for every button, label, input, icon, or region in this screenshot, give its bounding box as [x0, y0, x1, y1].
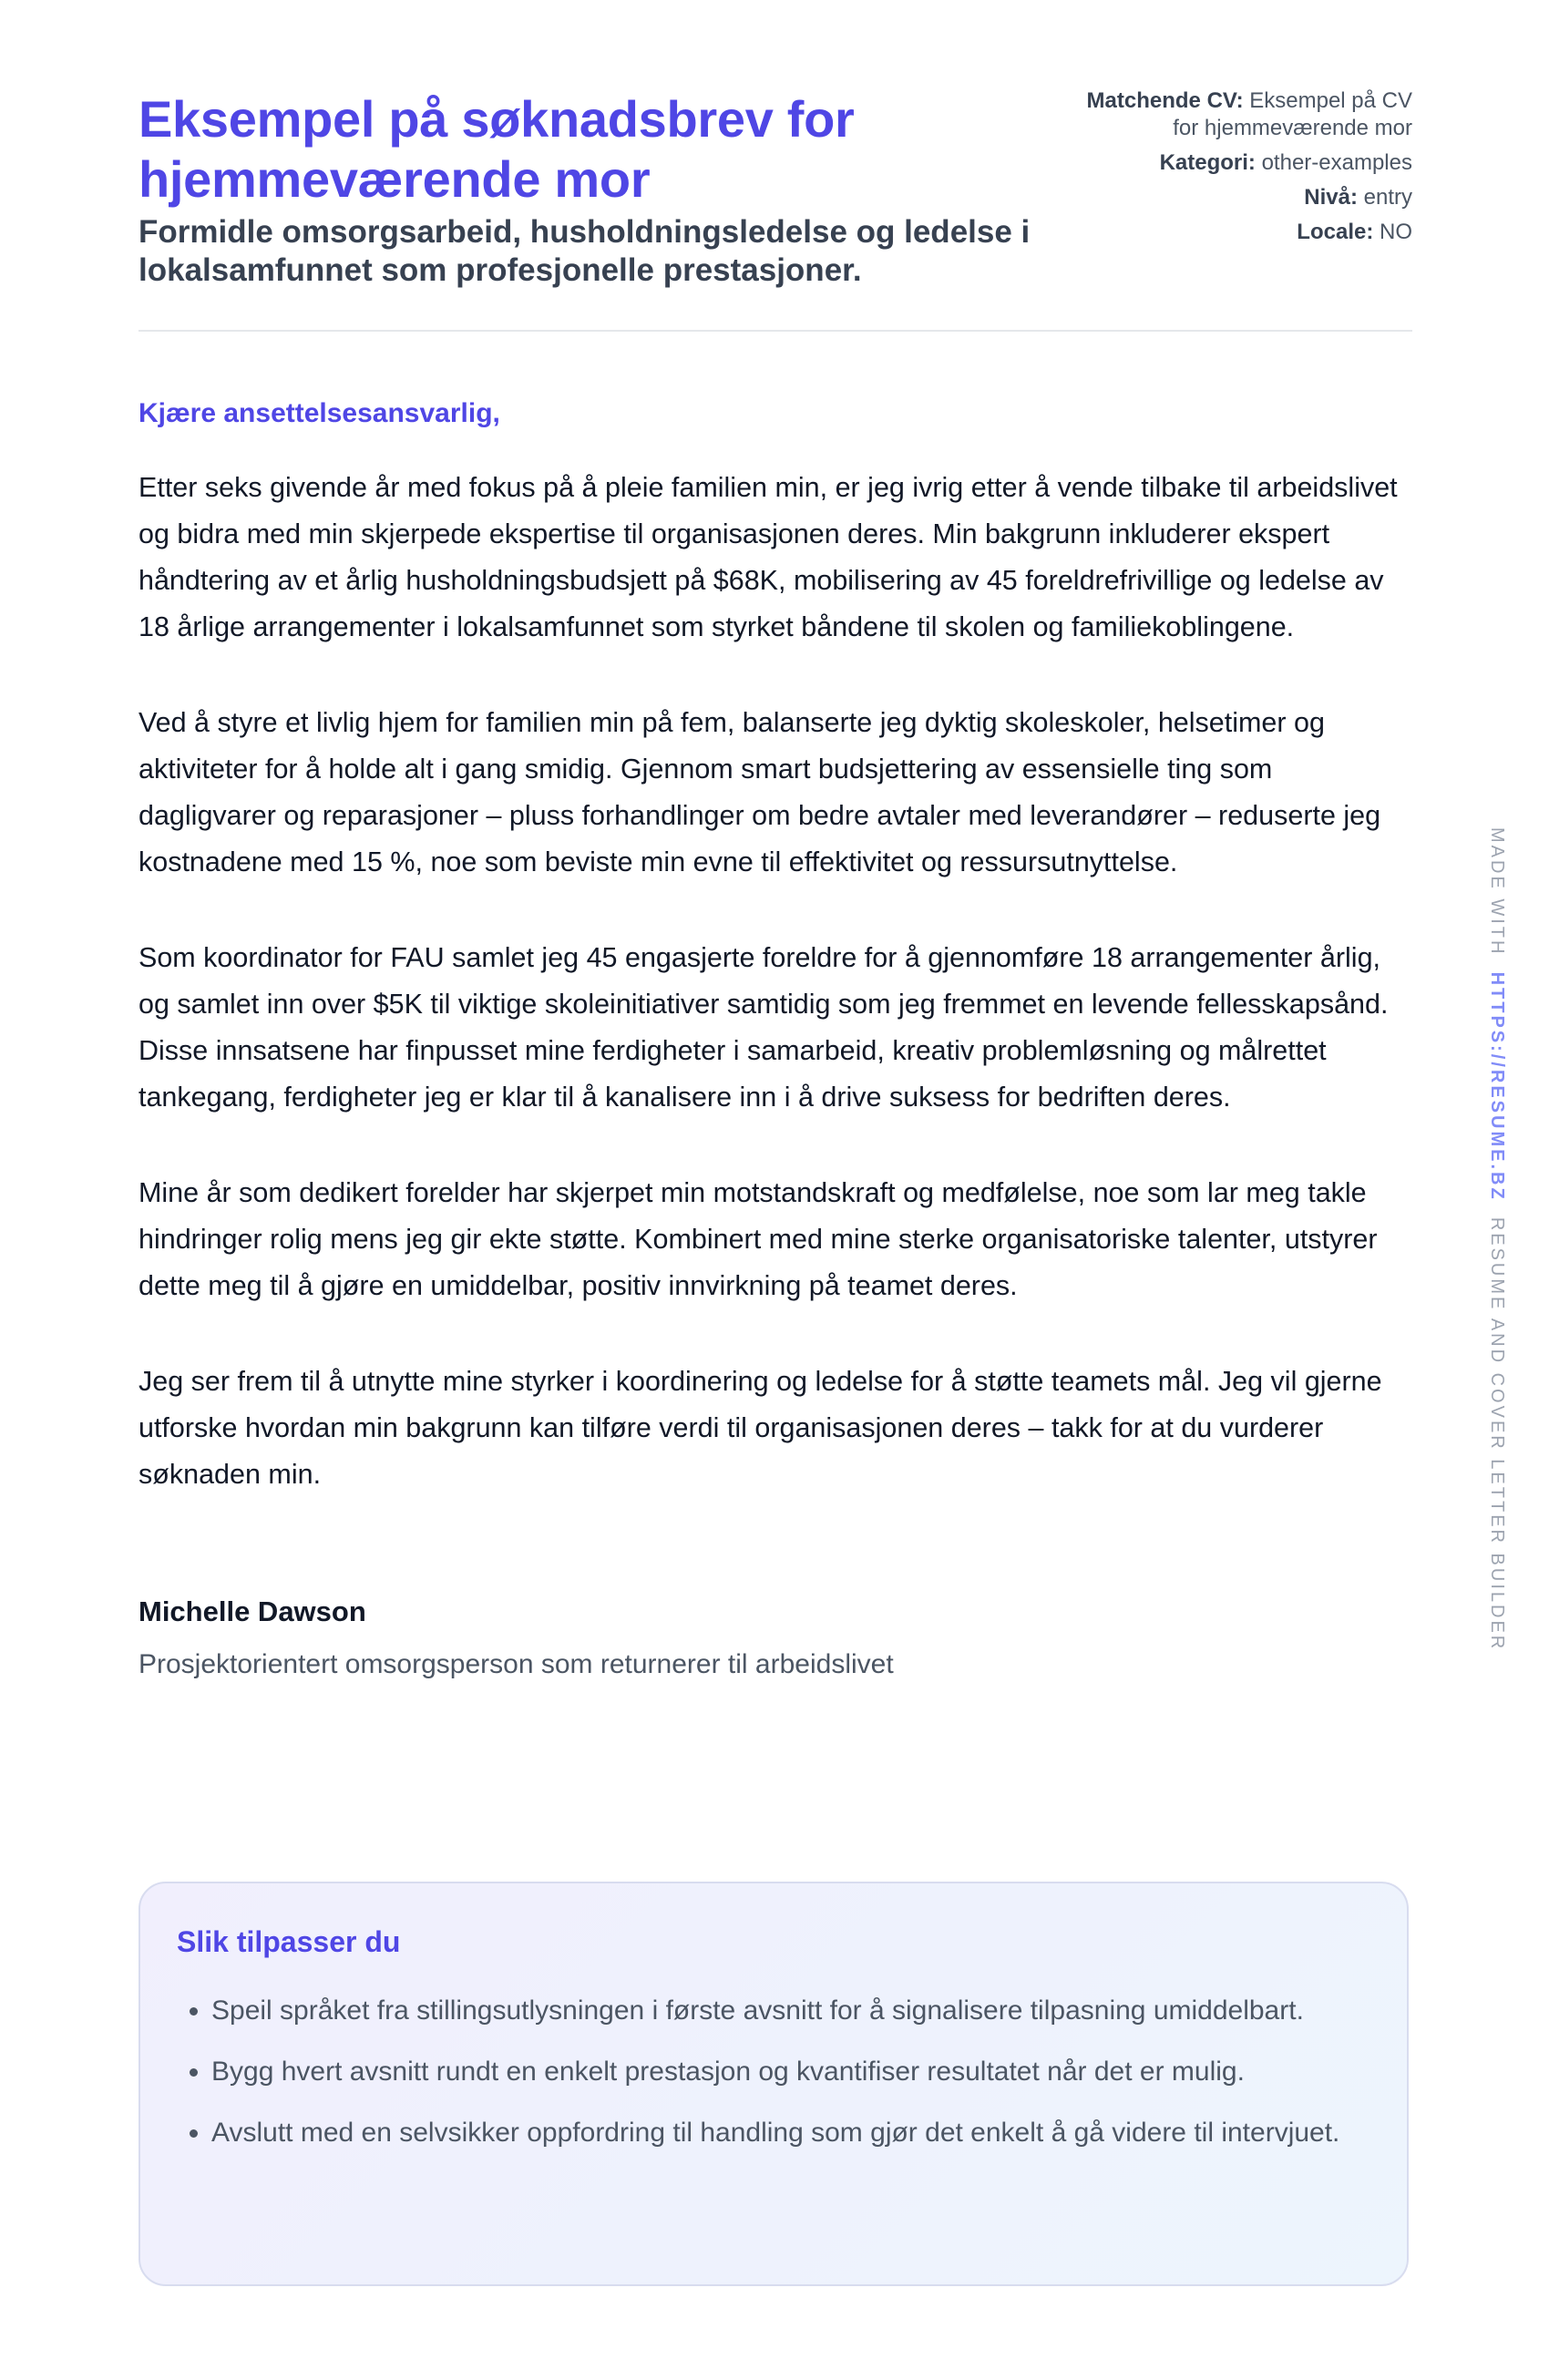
meta-locale-label: Locale: [1297, 220, 1374, 244]
meta-level-value: entry [1363, 185, 1412, 210]
cover-letter-page [138, 0, 1412, 2148]
tips-title: Slik tilpasser du [177, 1925, 401, 1958]
tips-list-item: • Speil språket fra stillingsutlysningen i første avsnitt for å signalisere tilpasning umiddelbart. [211, 1987, 1370, 2034]
meta-category-value: other-examples [1261, 150, 1412, 175]
tips-list-item: • Bygg hvert avsnitt rundt en enkelt prestasjon og kvantifiser resultatet når det er mulig. [211, 2048, 1370, 2095]
letter-paragraph-3: Som koordinator for FAU samlet jeg 45 engasjerte foreldre for å gjennomføre 18 arrangementer årlig, og samlet inn over $5K til viktige skoleinitiativer samtidig som jeg fremmet en levende fellesskapsånd. Disse innsatsene har finpusset mine ferdigheter i samarbeid, kreativ problemløsning og målrettet tankegang, ferdigheter jeg er klar til å kanalisere inn i å drive suksess for bedriften deres. [138, 942, 1389, 1113]
metadata-panel [1084, 87, 1412, 253]
meta-category [1084, 149, 1412, 177]
letter-paragraph-5: Jeg ser frem til å utnytte mine styrker i koordinering og ledelse for å støtte teamets mål. Jeg vil gjerne utforske hvordan min bakgrunn kan tilføre verdi til organisasjonen deres – takk for at du vurderer søknaden min. [138, 1366, 1382, 1490]
tips-list-item: • Avslutt med en selvsikker oppfordring til handling som gjør det enkelt å gå videre til intervjuet. [211, 2109, 1370, 2156]
letter-paragraph-4: Mine år som dedikert forelder har skjerpet min motstandskraft og medfølelse, noe som lar meg takle hindringer rolig mens jeg gir ekte støtte. Kombinert med mine sterke organisatoriske talenter, utstyrer dette meg til å gjøre en umiddelbar, positiv innvirkning på teamet deres. [138, 1177, 1378, 1301]
tailoring-tips-box [138, 1882, 1409, 2286]
letter-paragraph-2: Ved å styre et livlig hjem for familien min på fem, balanserte jeg dyktig skoleskoler, helsetimer og aktiviteter for å holde alt i gang smidig. Gjennom smart budsjettering av essensielle ting som dagligvarer og reparasjoner – pluss forhandlinger om bedre avtaler med leverandører – reduserte jeg kostnadene med 15 %, noe som beviste min evne til effektivitet og ressursutnyttelse. [138, 707, 1381, 877]
meta-level-label: Nivå: [1304, 185, 1358, 210]
meta-category-label: Kategori: [1159, 150, 1256, 175]
tips-list [177, 1987, 1370, 2156]
meta-locale-value: NO [1380, 220, 1412, 244]
side-credit-suffix: RESUME AND COVER LETTER BUILDER [1487, 1216, 1507, 1652]
side-credit [1485, 827, 1509, 1652]
side-credit-text [1485, 827, 1509, 1651]
signature-name: Michelle Dawson [138, 1595, 366, 1627]
letter-salutation: Kjære ansettelsesansvarlig, [138, 398, 500, 428]
side-credit-prefix: MADE WITH [1487, 827, 1507, 957]
signature-block [138, 1594, 1412, 1683]
meta-matching-cv-label: Matchende CV: [1086, 88, 1244, 113]
page-title: Eksempel på søknadsbrev for hjemmeværende mor [138, 90, 855, 208]
meta-level [1084, 184, 1412, 211]
letter-paragraph-1: Etter seks givende år med fokus på å pleie familien min, er jeg ivrig etter å vende tilbake til arbeidslivet og bidra med min skjerpede ekspertise til organisasjonen deres. Min bakgrunn inkluderer ekspert håndtering av et årlig husholdningsbudsjett på $68K, mobilisering av 45 foreldrefrivillige og ledelse av 18 årlige arrangementer i lokalsamfunnet som styrket båndene til skolen og familiekoblingene. [138, 472, 1398, 642]
meta-matching-cv-value: Eksempel på CV for hjemmeværende mor [1173, 88, 1412, 140]
signature-title: Prosjektorientert omsorgsperson som returnerer til arbeidslivet [138, 1649, 894, 1679]
letter-body [138, 332, 1412, 1683]
meta-locale [1084, 219, 1412, 246]
side-credit-url-link[interactable]: HTTPS://RESUME.BZ [1487, 971, 1507, 1202]
meta-matching-cv [1084, 87, 1412, 142]
document-header [138, 0, 1412, 332]
page-subtitle: Formidle omsorgsarbeid, husholdningsledelse og ledelse i lokalsamfunnet som profesjonelle prestasjoner. [138, 214, 1031, 288]
